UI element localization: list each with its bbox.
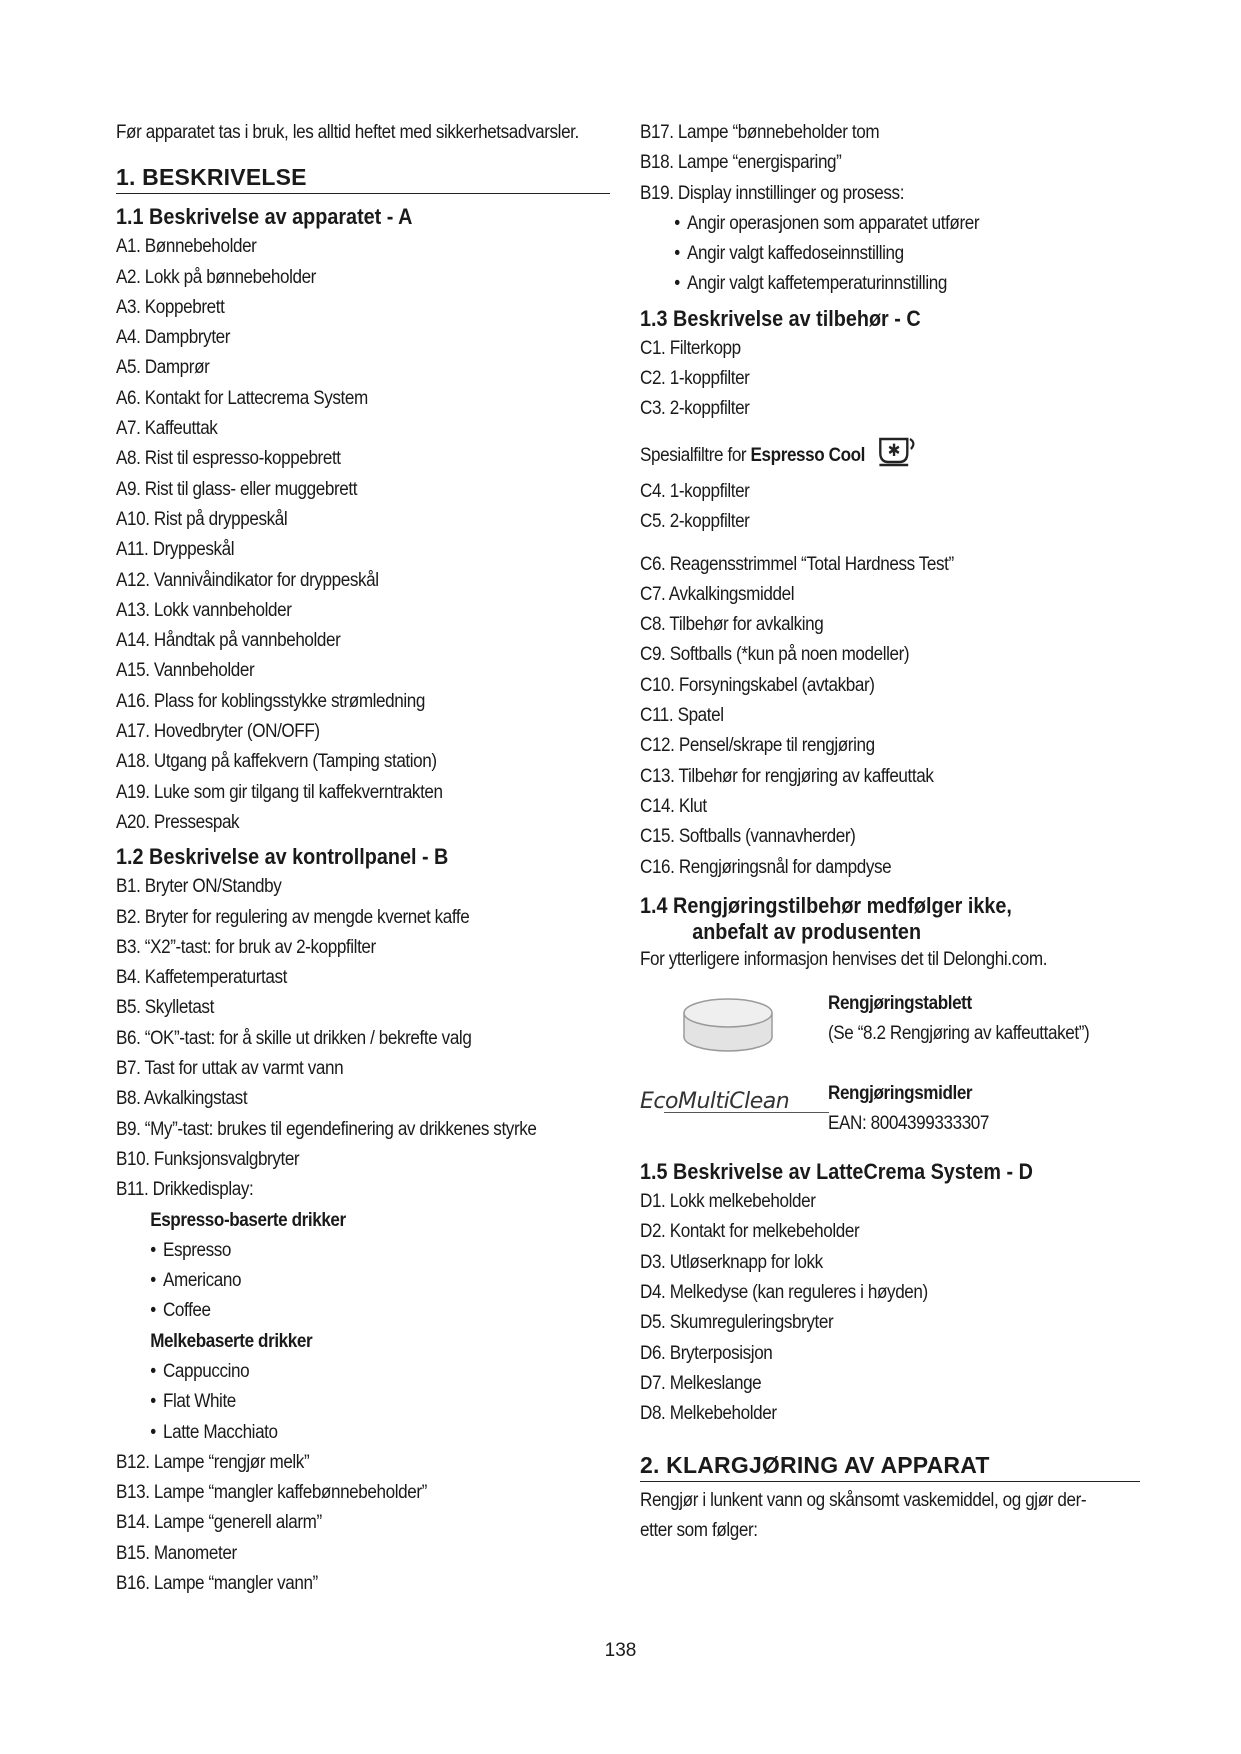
list-item: C5. 2-koppfilter: [640, 511, 750, 533]
list-item: A18. Utgang på kaffekvern (Tamping station): [116, 751, 437, 773]
intro-text: Før apparatet tas i bruk, les alltid heftet med sikkerhetsadvarsler.: [116, 122, 579, 143]
list-item: C10. Forsyningskabel (avtakbar): [640, 674, 875, 696]
list-item: B14. Lampe “generell alarm”: [116, 1512, 322, 1534]
list-item: B5. Skylletast: [116, 997, 214, 1019]
section-1-heading: 1. BESKRIVELSE: [116, 164, 610, 194]
espresso-cool-label: Espresso Cool: [750, 444, 866, 466]
list-item: C1. Filterkopp: [640, 337, 741, 359]
list-item: C2. 1-koppfilter: [640, 368, 750, 390]
list-item: A19. Luke som gir tilgang til kaffekverntrakten: [116, 781, 443, 803]
section-2-heading: 2. KLARGJØRING AV APPARAT: [640, 1452, 1140, 1482]
list-item: C12. Pensel/skrape til rengjøring: [640, 735, 875, 757]
list-item: • Flat White: [116, 1387, 561, 1417]
list-item: C9. Softballs (*kun på noen modeller): [640, 644, 910, 666]
list-item: • Latte Macchiato: [116, 1418, 561, 1448]
milk-drinks-heading: Melkebaserte drikker: [150, 1330, 313, 1352]
list-item: C8. Tilbehør for avkalking: [640, 614, 824, 636]
list-item: B18. Lampe “energisparing”: [640, 152, 842, 174]
list-item: D7. Melkeslange: [640, 1372, 762, 1394]
list-item: C15. Softballs (vannavherder): [640, 826, 856, 848]
list-item: B4. Kaffetemperaturtast: [116, 967, 287, 989]
list-item: • Espresso: [116, 1236, 561, 1266]
list-item: B11. Drikkedisplay:: [116, 1179, 254, 1201]
list-item: A16. Plass for koblingsstykke strømledning: [116, 690, 425, 712]
list-item: • Coffee: [116, 1296, 561, 1326]
list-item: D2. Kontakt for melkebeholder: [640, 1221, 860, 1243]
list-item: C4. 1-koppfilter: [640, 480, 750, 502]
espresso-drinks-heading: Espresso-baserte drikker: [150, 1209, 346, 1231]
list-item: C16. Rengjøringsnål for dampdyse: [640, 856, 892, 878]
list-item: A3. Koppebrett: [116, 296, 225, 318]
ecomulticlean-logo: [640, 1089, 829, 1113]
section-2-text-cont: etter som følger:: [640, 1519, 758, 1541]
list-item: D1. Lokk melkebeholder: [640, 1191, 816, 1213]
list-item: A20. Pressespak: [116, 811, 240, 833]
list-item: A12. Vannivåindikator for dryppeskål: [116, 569, 379, 591]
list-item: B8. Avkalkingstast: [116, 1088, 248, 1110]
list-item: B19. Display innstillinger og prosess:: [640, 182, 905, 204]
list-item: B3. “X2”-tast: for bruk av 2-koppfilter: [116, 936, 376, 958]
list-item: A1. Bønnebeholder: [116, 236, 257, 258]
section-1-1-heading: 1.1 Beskrivelse av apparatet - A: [116, 204, 413, 230]
cleaning-agent-ean: EAN: 8004399333307: [828, 1113, 990, 1135]
section-1-2-heading: 1.2 Beskrivelse av kontrollpanel - B: [116, 844, 449, 870]
list-item: C3. 2-koppfilter: [640, 398, 750, 420]
list-item: • Angir valgt kaffedoseinnstilling: [640, 239, 1090, 269]
list-item: A10. Rist på dryppeskål: [116, 508, 288, 530]
cleaning-agent-title: Rengjøringsmidler: [828, 1083, 973, 1105]
control-panel-list: [116, 872, 610, 1599]
list-item: A6. Kontakt for Lattecrema System: [116, 387, 368, 409]
section-1-4-heading: 1.4 Rengjøringstilbehør medfølger ikke,: [640, 892, 1012, 918]
list-item: A14. Håndtak på vannbeholder: [116, 630, 341, 652]
list-item: B15. Manometer: [116, 1542, 237, 1564]
list-item: D3. Utløserknapp for lokk: [640, 1251, 823, 1273]
list-item: B13. Lampe “mangler kaffebønnebeholder”: [116, 1482, 427, 1504]
cleaning-tablet-image: [678, 993, 778, 1057]
list-item: C7. Avkalkingsmiddel: [640, 583, 795, 605]
cleaning-tablet-ref: (Se “8.2 Rengjøring av kaffeuttaket”): [828, 1023, 1090, 1045]
more-info-text: For ytterligere informasjon henvises det til Delonghi.com.: [640, 948, 1048, 970]
list-item: B12. Lampe “rengjør melk”: [116, 1451, 310, 1473]
list-item: A2. Lokk på bønnebeholder: [116, 266, 316, 288]
svg-text:✱: ✱: [887, 439, 900, 460]
list-item: B1. Bryter ON/Standby: [116, 876, 282, 898]
list-item: A8. Rist til espresso-koppebrett: [116, 448, 341, 470]
list-item: C6. Reagensstrimmel “Total Hardness Test”: [640, 553, 954, 575]
list-item: D8. Melkebeholder: [640, 1403, 777, 1425]
list-item: A13. Lokk vannbeholder: [116, 599, 292, 621]
page-number: 138: [604, 1640, 637, 1661]
list-item: C13. Tilbehør for rengjøring av kaffeuttak: [640, 765, 934, 787]
list-item: B16. Lampe “mangler vann”: [116, 1573, 318, 1595]
list-item: B7. Tast for uttak av varmt vann: [116, 1058, 344, 1080]
list-item: B6. “OK”-tast: for å skille ut drikken / bekrefte valg: [116, 1027, 472, 1049]
list-item: B9. “My”-tast: brukes til egendefinering av drikkenes styrke: [116, 1118, 537, 1140]
list-item: B17. Lampe “bønnebeholder tom: [640, 122, 880, 143]
list-item: A7. Kaffeuttak: [116, 418, 218, 440]
list-item: B2. Bryter for regulering av mengde kvernet kaffe: [116, 906, 470, 928]
list-item: D5. Skumreguleringsbryter: [640, 1312, 834, 1334]
list-item: • Angir valgt kaffetemperaturinnstilling: [640, 269, 1090, 299]
list-item: D4. Melkedyse (kan reguleres i høyden): [640, 1282, 928, 1304]
list-item: A4. Dampbryter: [116, 327, 231, 349]
list-item: A5. Damprør: [116, 357, 210, 379]
espresso-cool-icon: [877, 435, 918, 477]
section-2-text: Rengjør i lunkent vann og skånsomt vaskemiddel, og gjør der-: [640, 1489, 1087, 1511]
list-item: C14. Klut: [640, 795, 707, 817]
list-item: A17. Hovedbryter (ON/OFF): [116, 721, 320, 743]
list-item: C11. Spatel: [640, 705, 724, 727]
list-item: A11. Dryppeskål: [116, 539, 235, 561]
cleaning-tablet-title: Rengjøringstablett: [828, 993, 972, 1015]
list-item: • Cappuccino: [116, 1357, 561, 1387]
list-item: B10. Funksjonsvalgbryter: [116, 1148, 300, 1170]
ecomulticlean-logo-text: EcoMultiClean: [640, 1089, 790, 1115]
espresso-cool-prefix: Spesialfiltre for: [640, 444, 751, 466]
list-item: • Americano: [116, 1266, 561, 1296]
list-item: A15. Vannbeholder: [116, 660, 255, 682]
cleaning-tablet-row: [640, 987, 1140, 1075]
section-1-3-heading: 1.3 Beskrivelse av tilbehør - C: [640, 305, 921, 331]
list-item: A9. Rist til glass- eller muggebrett: [116, 478, 358, 500]
left-column: [116, 118, 610, 1599]
list-item: D6. Bryterposisjon: [640, 1342, 773, 1364]
section-1-4-heading-cont: anbefalt av produsenten: [692, 918, 922, 944]
right-column: [640, 118, 1140, 1546]
list-item: • Angir operasjonen som apparatet utfører: [640, 209, 1090, 239]
section-1-5-heading: 1.5 Beskrivelse av LatteCrema System - D: [640, 1159, 1033, 1185]
apparatus-list: [116, 232, 610, 838]
espresso-cool-line: [640, 435, 1090, 477]
cleaning-agent-row: [640, 1075, 1140, 1147]
